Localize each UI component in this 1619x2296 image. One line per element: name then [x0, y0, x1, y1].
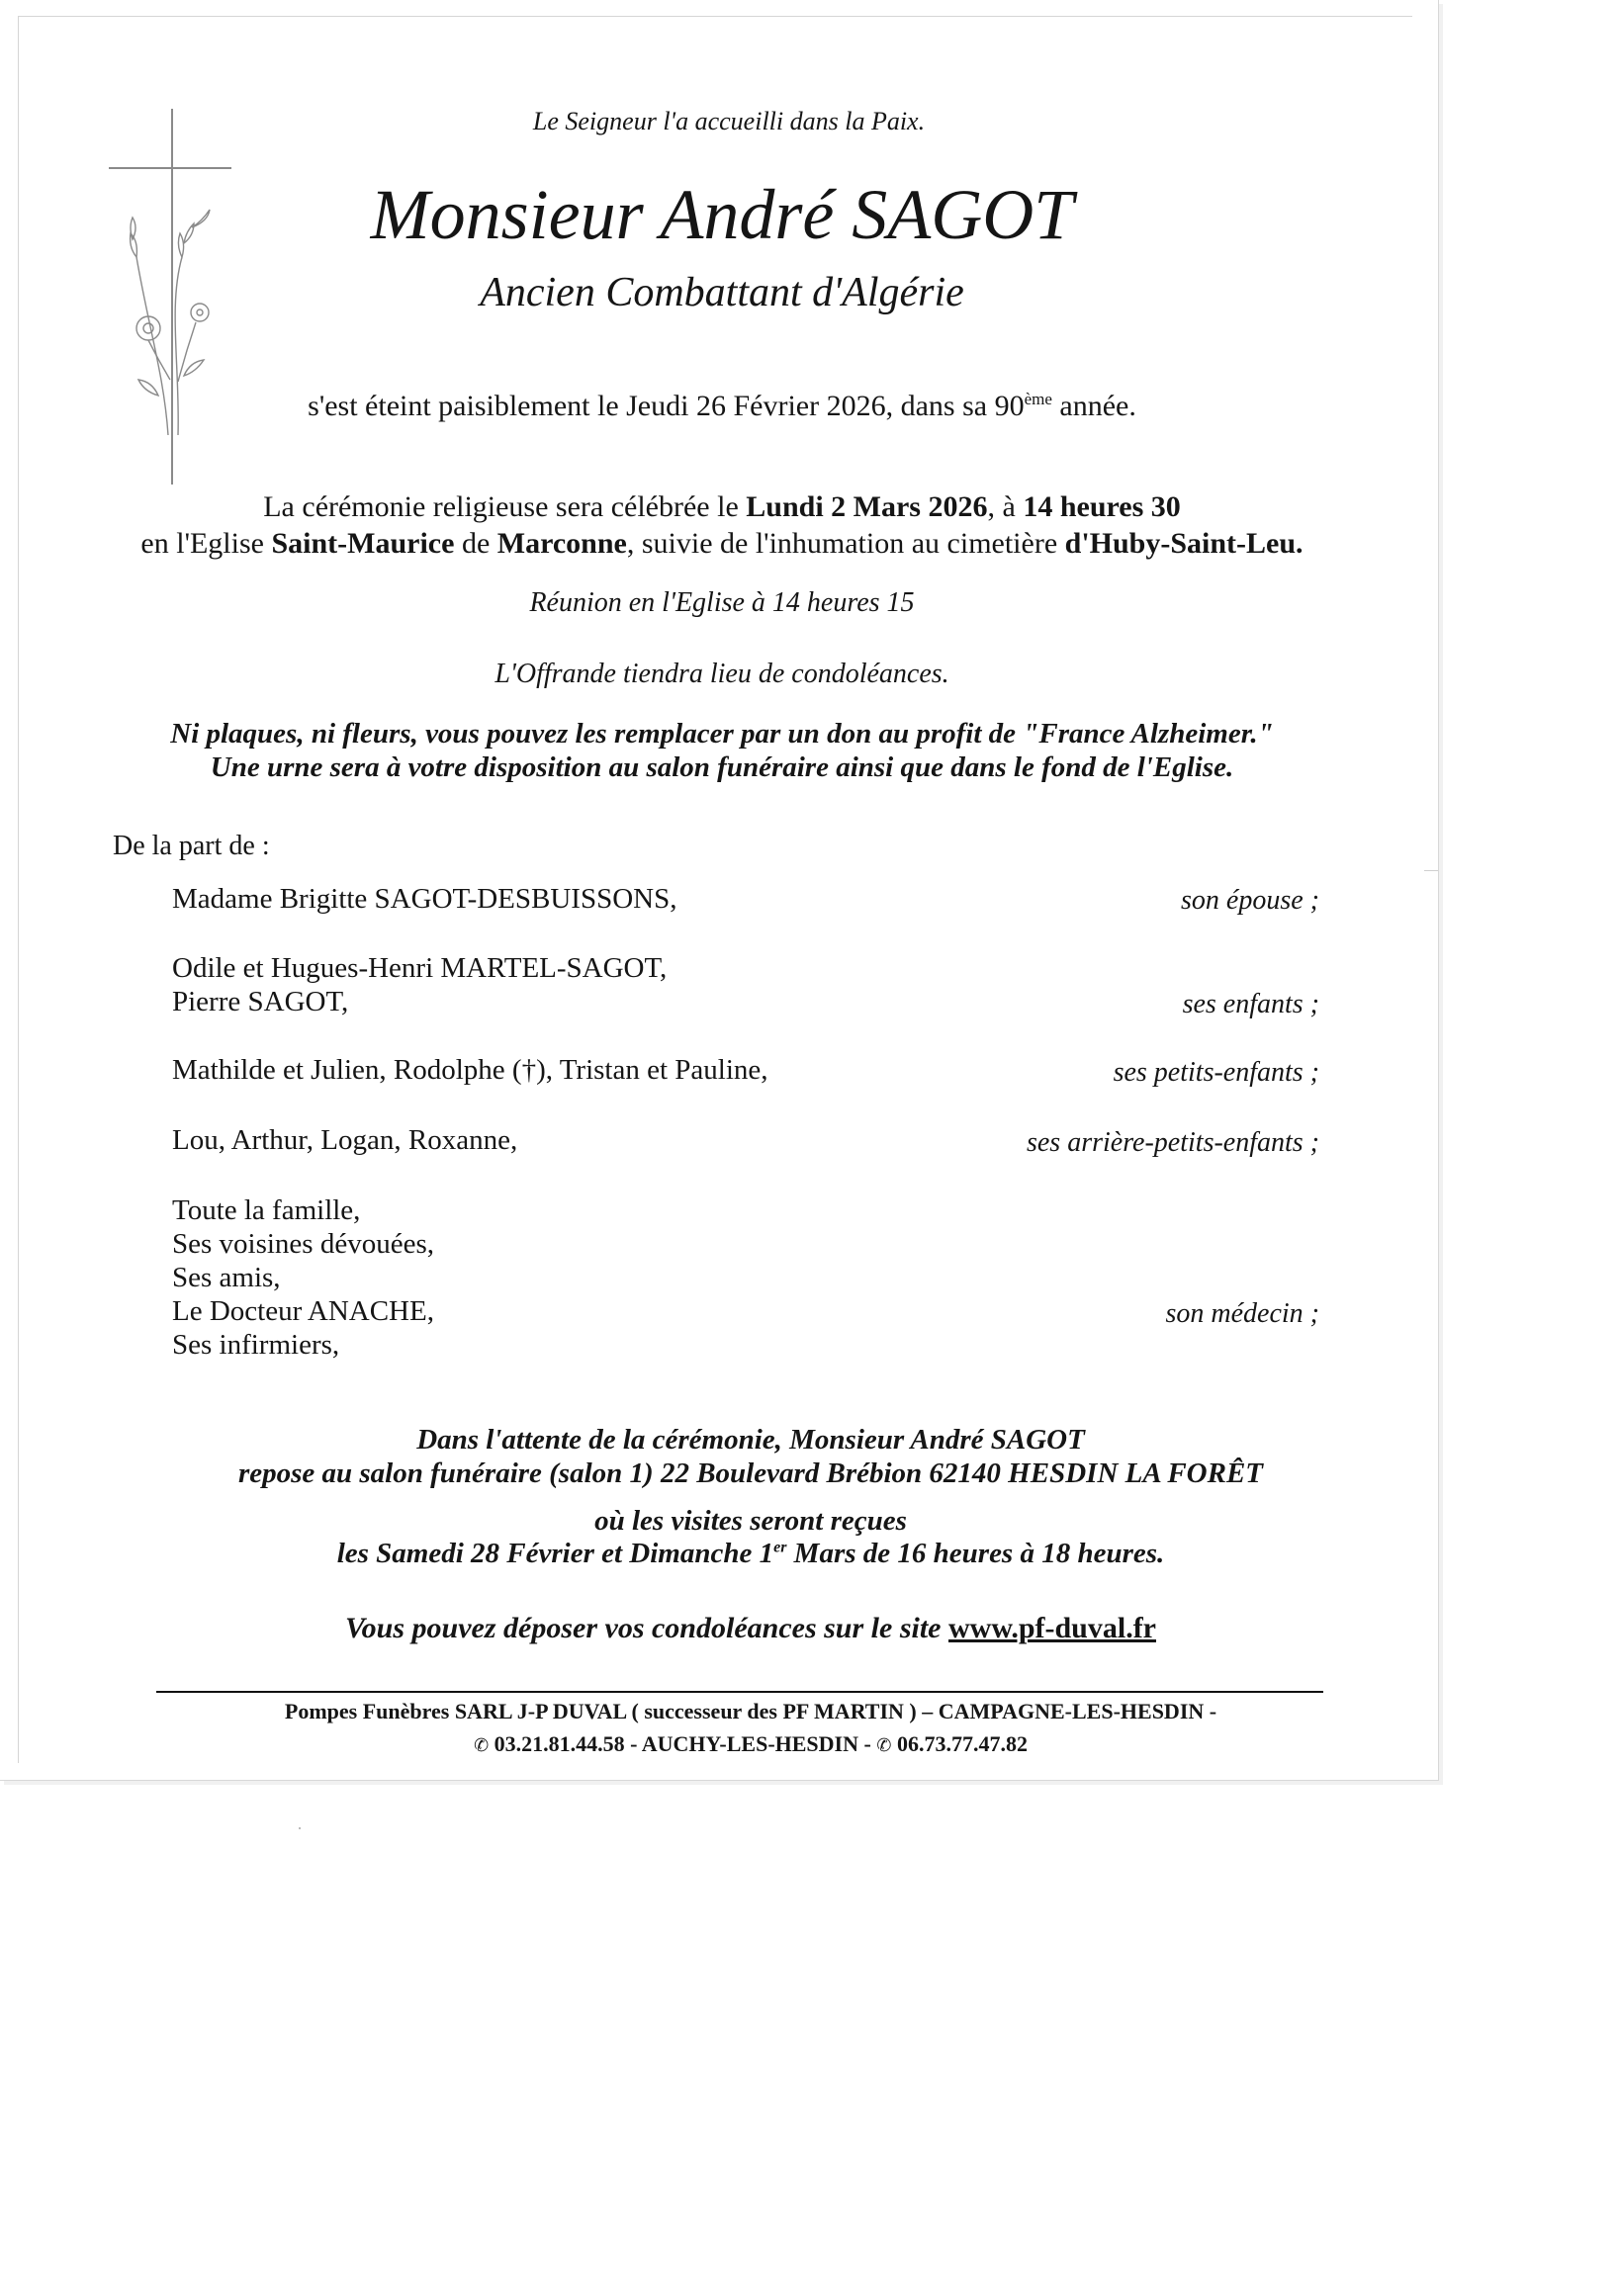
phone-icon: ✆ — [474, 1735, 490, 1756]
flowers-note-line-2: Une urne sera à votre disposition au salon funéraire ainsi que dans le fond de l'Eglise. — [210, 751, 1234, 783]
footer-divider — [156, 1691, 1323, 1693]
family-relation: son épouse ; — [1181, 885, 1319, 916]
family-member: Madame Brigitte SAGOT-DESBUISSONS, — [172, 883, 677, 915]
phone-icon: ✆ — [876, 1735, 892, 1756]
phone-number: 06.73.77.47.82 — [896, 1731, 1028, 1756]
visitation-text: les Samedi 28 Février et Dimanche 1 — [336, 1538, 774, 1569]
visitation-text: Mars de 16 heures à 18 heures. — [786, 1538, 1165, 1569]
visitation-superscript: er — [773, 1539, 787, 1556]
family-relation: son médecin ; — [1165, 1298, 1319, 1329]
family-relation: ses enfants ; — [1182, 989, 1319, 1019]
family-intro: De la part de : — [113, 831, 270, 861]
ceremony-date: Lundi 2 Mars 2026 — [746, 490, 988, 523]
flowers-note-line-1: Ni plaques, ni fleurs, vous pouvez les remplacer par un don au profit de "France Alzheimer." — [170, 718, 1274, 750]
family-member: Ses voisines dévouées, — [172, 1228, 434, 1260]
phone-number: 03.21.81.44.58 — [494, 1731, 625, 1756]
family-member: Odile et Hugues-Henri MARTEL-SAGOT, — [172, 952, 668, 984]
scan-speck — [299, 1827, 301, 1829]
family-member: Lou, Arthur, Logan, Roxanne, — [172, 1124, 518, 1156]
visitation-line-4 — [0, 1538, 1501, 1570]
cemetery-name: d'Huby-Saint-Leu. — [1064, 527, 1304, 560]
offering-note: L'Offrande tiendra lieu de condoléances. — [495, 659, 949, 689]
announcement-text-end: année. — [1051, 390, 1136, 422]
ceremony-time: 14 heures 30 — [1023, 490, 1181, 523]
family-member: Ses amis, — [172, 1262, 281, 1293]
family-member: Ses infirmiers, — [172, 1329, 340, 1361]
funeral-home-line: Pompes Funèbres SARL J-P DUVAL ( successeur des PF MARTIN ) – CAMPAGNE-LES-HESDIN - — [284, 1699, 1217, 1723]
family-member: Toute la famille, — [172, 1194, 361, 1226]
funeral-home-phones — [0, 1731, 1501, 1757]
condolences-line — [0, 1612, 1501, 1645]
ceremony-line-2 — [0, 527, 1444, 561]
family-member: Mathilde et Julien, Rodolphe (†), Tristan et Pauline, — [172, 1054, 768, 1086]
ceremony-text: de — [454, 527, 497, 560]
visitation-line-3: où les visites seront reçues — [594, 1505, 907, 1537]
ceremony-text: La cérémonie religieuse sera célébrée le — [263, 490, 747, 523]
deceased-title: Ancien Combattant d'Algérie — [480, 270, 964, 315]
deceased-name: Monsieur André SAGOT — [370, 175, 1074, 254]
footer-town: - AUCHY-LES-HESDIN - — [624, 1731, 877, 1756]
death-announcement — [0, 390, 1444, 423]
church-name: Saint-Maurice — [271, 527, 455, 560]
motto: Le Seigneur l'a accueilli dans la Paix. — [532, 107, 926, 135]
ceremony-text: , à — [987, 490, 1024, 523]
family-member: Pierre SAGOT, — [172, 986, 349, 1017]
ceremony-text: en l'Eglise — [140, 527, 272, 560]
announcement-superscript: ème — [1024, 390, 1052, 408]
ceremony-line-1 — [0, 490, 1444, 524]
family-member: Le Docteur ANACHE, — [172, 1295, 434, 1327]
condolences-text: Vous pouvez déposer vos condoléances sur le site — [344, 1612, 948, 1644]
website-link[interactable]: www.pf-duval.fr — [947, 1612, 1156, 1644]
fold-mark — [1424, 870, 1438, 893]
family-relation: ses petits-enfants ; — [1113, 1057, 1319, 1088]
visitation-line-1: Dans l'attente de la cérémonie, Monsieur André SAGOT — [416, 1424, 1085, 1456]
meeting-time: Réunion en l'Eglise à 14 heures 15 — [529, 587, 915, 618]
church-town: Marconne — [496, 527, 627, 560]
ceremony-text: , suivie de l'inhumation au cimetière — [626, 527, 1065, 560]
family-relation: ses arrière-petits-enfants ; — [1026, 1127, 1319, 1158]
visitation-line-2: repose au salon funéraire (salon 1) 22 Boulevard Brébion 62140 HESDIN LA FORÊT — [237, 1457, 1264, 1489]
announcement-text: s'est éteint paisiblement le Jeudi 26 Février 2026, dans sa 90 — [308, 390, 1025, 422]
